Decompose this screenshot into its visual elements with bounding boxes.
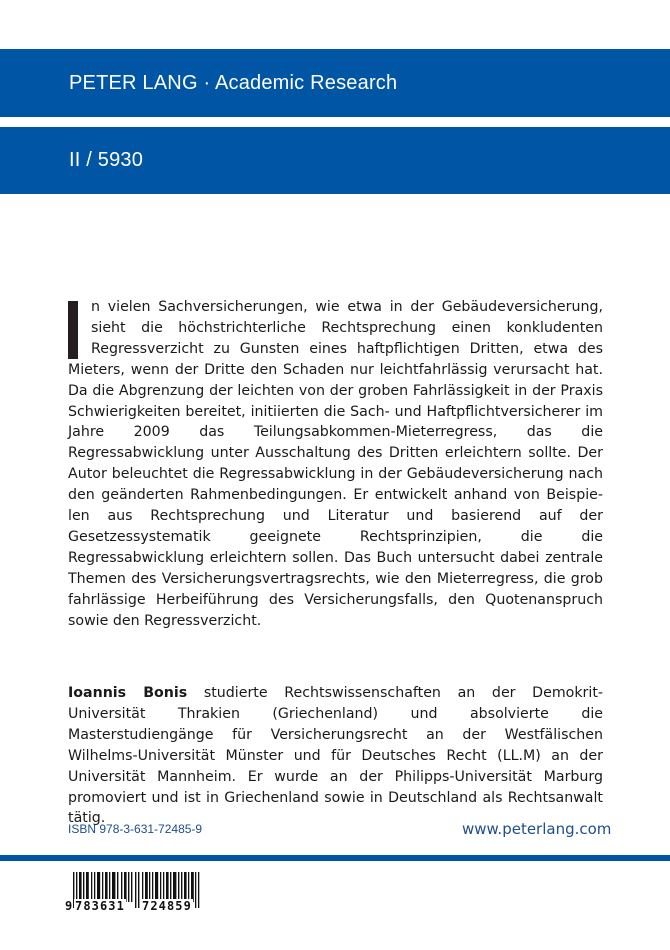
- series-number-banner: [0, 127, 670, 194]
- series-number: II / 5930: [69, 149, 144, 171]
- barcode-first-digit: 9: [65, 899, 73, 913]
- author-name: Ioannis Bonis: [68, 685, 188, 701]
- author-bio: [68, 683, 603, 829]
- publisher-url[interactable]: www.peterlang.com: [462, 820, 612, 838]
- barcode-left-group: 783631: [75, 899, 125, 913]
- book-description: [68, 297, 603, 632]
- author-bio-text: studierte Rechtswissenschaften an der Demokrit-Universität Thrakien (Griechenland) und absolvierte die Masterstudiengänge für Versicherungsrecht an der Westfälischen Wilhelms-Universität Münster und für Deutsches Recht (LL.M) an der Universität Mannheim. Er wurde an der Philipps-Universität Marburg promoviert und ist in Griechenland sowie in Deutschland als Rechtsanwalt tätig.: [68, 685, 603, 827]
- drop-cap: [68, 301, 78, 359]
- isbn: ISBN 978-3-631-72485-9: [68, 822, 203, 836]
- book-description-text: n vielen Sachversicherungen, wie etwa in der Gebäudeversicherung, sieht die höchstrichterliche Rechtsprechung einen konkludenten Regressverzicht zu Gunsten eines haftpflichtigen Dritten, etwa des Mieters, wenn der Dritte den Schaden nur leichtfahrlässig verursacht hat. Da die Abgrenzung der leichten von der groben Fahrlässigkeit in der Praxis Schwierigkeiten bereitet, initiierten die Sach- und Haftpflichtversicherer im Jahre 2009 das Teilungsabkommen-Mieterregress, das die Regressabwicklung unter Ausschaltung des Dritten erleichtern sollte. Der Autor beleuchtet die Regressabwicklung in der Gebäudeversicherung nach den geänderten Rahmenbedingungen. Er entwickelt anhand von Beispielen aus Rechtsprechung und Literatur und basierend auf der Gesetzessystematik geeignete Rechtsprinzipien, die die Regressabwicklung erleichtern sollen. Das Buch untersucht dabei zentrale Themen des Versicherungsvertragsrechts, wie den Mieterregress, die grob fahrlässige Herbeiführung des Versicherungsfalls, den Quotenanspruch sowie den Regressverzicht.: [68, 299, 603, 629]
- bottom-rule: [0, 855, 670, 861]
- series-title: PETER LANG · Academic Research: [69, 71, 398, 94]
- barcode: [65, 872, 211, 912]
- barcode-right-group: 724859: [142, 899, 192, 913]
- series-banner: [0, 49, 670, 117]
